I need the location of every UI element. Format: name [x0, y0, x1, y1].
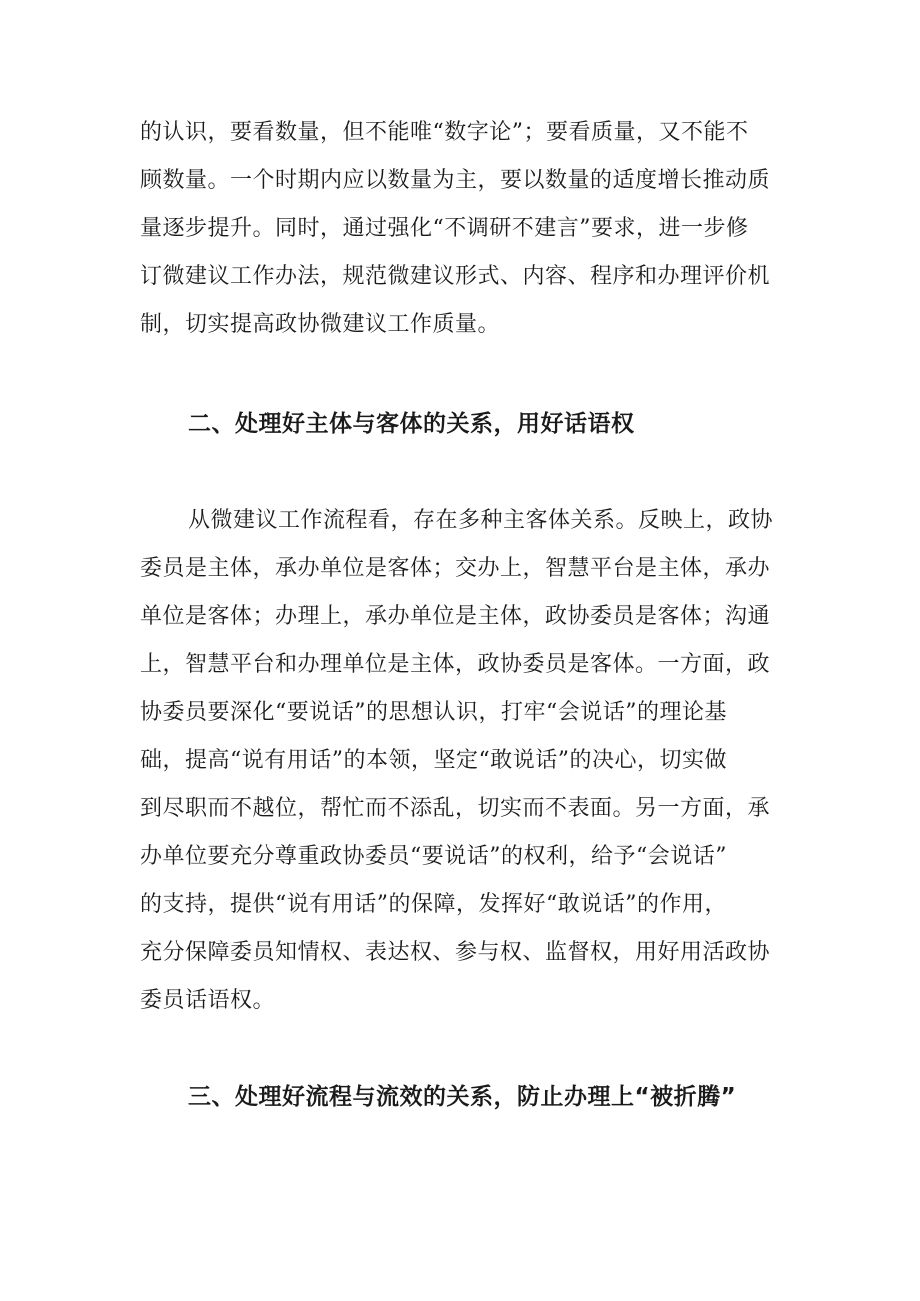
- paragraph-2-line: 从微建议工作流程看，存在多种主客体关系。反映上，政协: [188, 508, 774, 533]
- paragraph-1-line: 的认识，要看数量，但不能唯“数字论”；要看质量，又不能不: [140, 120, 749, 145]
- paragraph-2-line: 办单位要充分尊重政协委员“要说话”的权利，给予“会说话”: [140, 844, 727, 869]
- paragraph-2-line: 委员话语权。: [140, 988, 276, 1013]
- paragraph-2-line: 协委员要深化“要说话”的思想认识，打牢“会说话”的理论基: [140, 700, 727, 725]
- paragraph-2-line: 上，智慧平台和办理单位是主体，政协委员是客体。一方面，政: [140, 652, 771, 677]
- paragraph-1-line: 量逐步提升。同时，通过强化“不调研不建言”要求，进一步修: [140, 216, 749, 241]
- paragraph-2-line: 础，提高“说有用话”的本领，坚定“敢说话”的决心，切实做: [140, 748, 727, 773]
- paragraph-2-line: 单位是客体；办理上，承办单位是主体，政协委员是客体；沟通: [140, 604, 771, 629]
- paragraph-1-line: 顾数量。一个时期内应以数量为主，要以数量的适度增长推动质: [140, 168, 771, 193]
- paragraph-1-line: 制，切实提高政协微建议工作质量。: [140, 312, 501, 337]
- paragraph-2-line: 委员是主体，承办单位是客体；交办上，智慧平台是主体，承办: [140, 556, 771, 581]
- paragraph-1-line: 订微建议工作办法，规范微建议形式、内容、程序和办理评价机: [140, 264, 771, 289]
- section-heading-2: 二、处理好主体与客体的关系，用好话语权: [188, 411, 635, 437]
- paragraph-2-line: 的支持，提供“说有用话”的保障，发挥好“敢说话”的作用，: [140, 892, 727, 917]
- paragraph-2-line: 充分保障委员知情权、表达权、参与权、监督权，用好用活政协: [140, 940, 771, 965]
- paragraph-2-line: 到尽职而不越位，帮忙而不添乱，切实而不表面。另一方面，承: [140, 796, 771, 821]
- section-heading-3: 三、处理好流程与流效的关系，防止办理上“被折腾”: [188, 1084, 737, 1110]
